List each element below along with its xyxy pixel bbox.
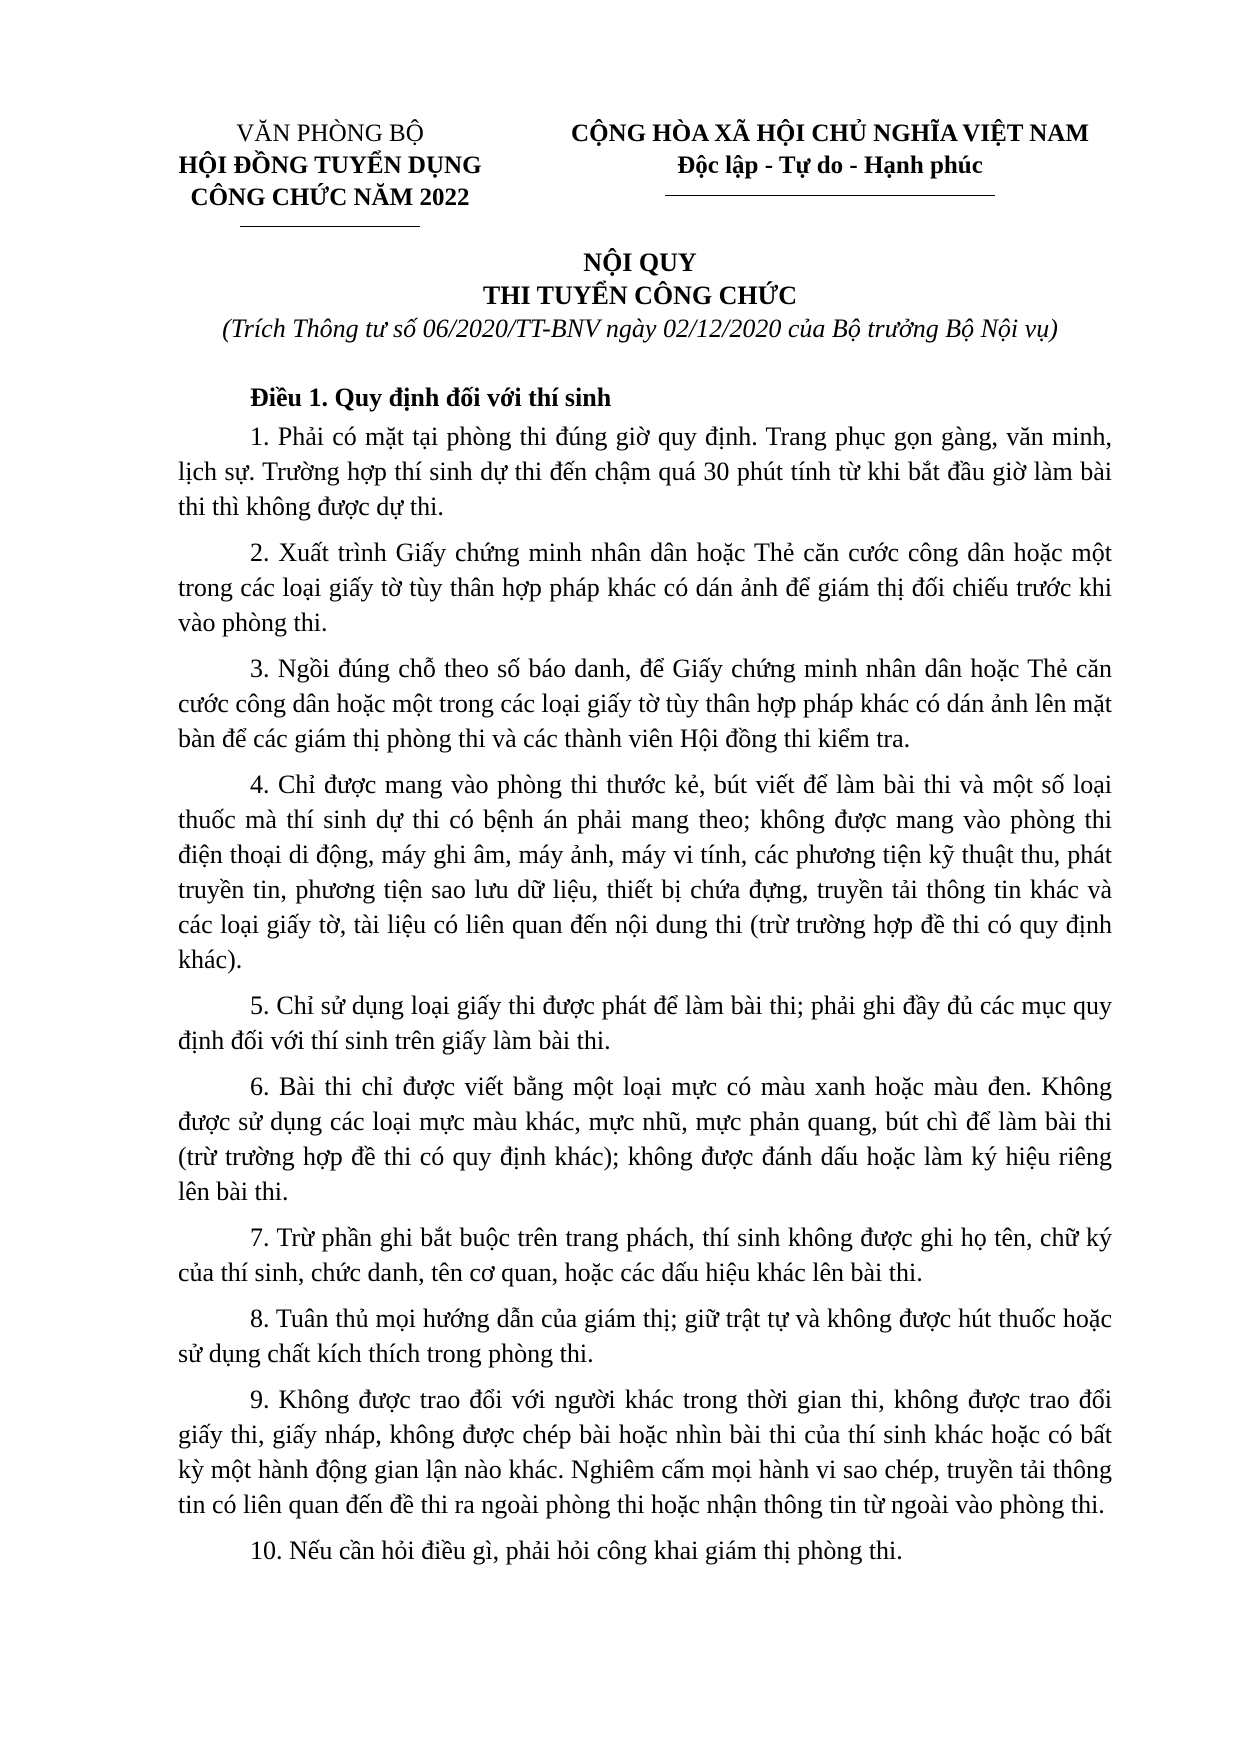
rule-item-4: 4. Chỉ được mang vào phòng thi thước kẻ, bút viết để làm bài thi và một số loại thuốc mà thí sinh dự thi có bệnh án phải mang theo; không được mang vào phòng thi điện thoại di động, máy ghi âm, máy ảnh, máy vi tính, các phương tiện kỹ thuật thu, phát truyền tin, phương tiện sao lưu dữ liệu, thiết bị chứa đựng, truyền tải thông tin khác và các loại giấy tờ, tài liệu có liên quan đến nội dung thi (trừ trường hợp đề thi có quy định khác). (178, 770, 1112, 974)
national-motto-block (530, 118, 1130, 196)
council-year: CÔNG CHỨC NĂM 2022 (190, 184, 470, 211)
document-title-block (150, 246, 1130, 345)
motto-underline (665, 195, 995, 196)
rule-item-3: 3. Ngồi đúng chỗ theo số báo danh, để Giấy chứng minh nhân dân hoặc Thẻ căn cước công dân hoặc một trong các loại giấy tờ tùy thân hợp pháp khác có dán ảnh lên mặt bàn để các giám thị phòng thi và các thành viên Hội đồng thi kiểm tra. (178, 654, 1112, 753)
rule-item-7: 7. Trừ phần ghi bắt buộc trên trang phách, thí sinh không được ghi họ tên, chữ ký của thí sinh, chức danh, tên cơ quan, hoặc các dấu hiệu khác lên bài thi. (178, 1223, 1112, 1287)
rule-item-8: 8. Tuân thủ mọi hướng dẫn của giám thị; giữ trật tự và không được hút thuốc hoặc sử dụng chất kích thích trong phòng thi. (178, 1304, 1112, 1368)
document-source: (Trích Thông tư số 06/2020/TT-BNV ngày 02/12/2020 của Bộ trưởng Bộ Nội vụ) (222, 314, 1058, 343)
rule-item-6: 6. Bài thi chỉ được viết bằng một loại mực có màu xanh hoặc màu đen. Không được sử dụng các loại mực màu khác, mực nhũ, mực phản quang, bút chì để làm bài thi (trừ trường hợp đề thi có quy định khác); không được đánh dấu hoặc làm ký hiệu riêng lên bài thi. (178, 1072, 1112, 1206)
rule-item-10: 10. Nếu cần hỏi điều gì, phải hỏi công khai giám thị phòng thi. (250, 1536, 903, 1565)
rule-item-9: 9. Không được trao đổi với người khác trong thời gian thi, không được trao đổi giấy thi, giấy nháp, không được chép bài hoặc nhìn bài thi của thí sinh khác hoặc có bất kỳ một hành động gian lận nào khác. Nghiêm cấm mọi hành vi sao chép, truyền tải thông tin có liên quan đến đề thi ra ngoài phòng thi hoặc nhận thông tin từ ngoài vào phòng thi. (178, 1385, 1112, 1519)
rule-item-1: 1. Phải có mặt tại phòng thi đúng giờ quy định. Trang phục gọn gàng, văn minh, lịch sự. Trường hợp thí sinh dự thi đến chậm quá 30 phút tính từ khi bắt đầu giờ làm bài thi thì không được dự thi. (178, 422, 1112, 521)
agency-underline (240, 226, 420, 227)
document-title: NỘI QUY (583, 248, 697, 277)
issuing-agency-block (150, 118, 510, 227)
article-heading: Điều 1. Quy định đối với thí sinh (250, 383, 612, 412)
council-name: HỘI ĐỒNG TUYỂN DỤNG (178, 152, 482, 179)
rule-item-5: 5. Chỉ sử dụng loại giấy thi được phát để làm bài thi; phải ghi đầy đủ các mục quy định đối với thí sinh trên giấy làm bài thi. (178, 991, 1112, 1055)
rule-item-2: 2. Xuất trình Giấy chứng minh nhân dân hoặc Thẻ căn cước công dân hoặc một trong các loại giấy tờ tùy thân hợp pháp khác có dán ảnh để giám thị đối chiếu trước khi vào phòng thi. (178, 538, 1112, 637)
country-name: CỘNG HÒA XÃ HỘI CHỦ NGHĨA VIỆT NAM (571, 120, 1089, 147)
document-subtitle: THI TUYỂN CÔNG CHỨC (482, 281, 798, 310)
agency-name: VĂN PHÒNG BỘ (236, 120, 424, 147)
document-body (178, 380, 1112, 1579)
national-motto: Độc lập - Tự do - Hạnh phúc (677, 152, 983, 179)
